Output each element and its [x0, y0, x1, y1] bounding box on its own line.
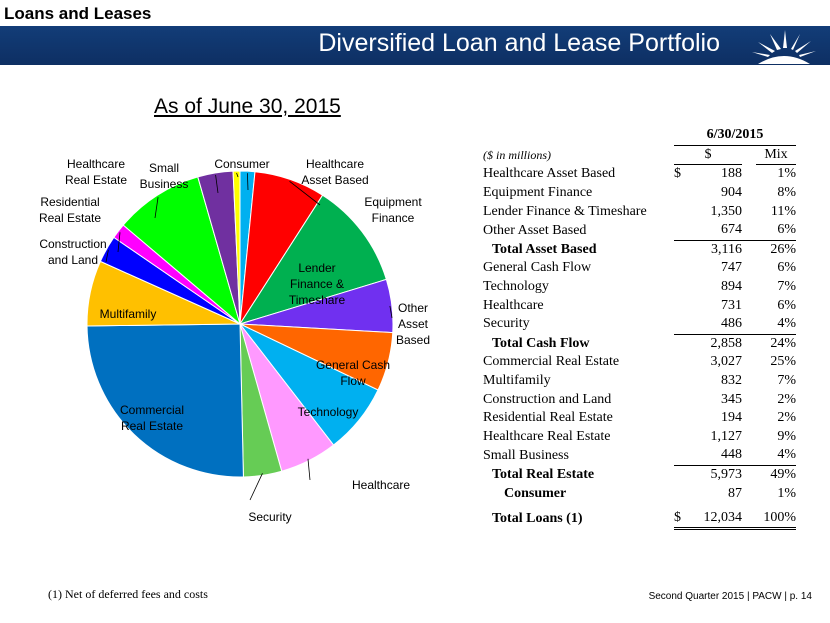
row-label: Commercial Real Estate	[483, 354, 620, 370]
row-mix: 1%	[777, 485, 796, 501]
row-amount: 3,116	[696, 240, 742, 259]
row-amount: 832	[721, 373, 742, 389]
row-label: Construction and Land	[483, 391, 612, 407]
row-mix: 100%	[756, 503, 796, 529]
row-amount: 5,973	[696, 465, 742, 484]
row-amount: 12,034	[696, 503, 742, 529]
table-row	[480, 390, 796, 409]
table-row	[480, 503, 796, 529]
currency-symbol	[674, 390, 696, 409]
as-of-date: As of June 30, 2015	[154, 95, 341, 118]
table-row	[480, 184, 796, 203]
footnote: (1) Net of deferred fees and costs	[48, 587, 208, 601]
currency-symbol	[674, 221, 696, 240]
slice-label	[301, 157, 368, 187]
slice-label-line: Consumer	[214, 157, 270, 171]
row-label: Technology	[483, 279, 549, 295]
table-row	[480, 165, 796, 184]
table-row	[480, 428, 796, 447]
row-mix: 6%	[777, 260, 796, 276]
row-amount: 345	[721, 391, 742, 407]
slice-label	[214, 157, 269, 171]
slice-label-line: Healthcare	[66, 157, 126, 171]
slice-label-line: Based	[395, 333, 431, 347]
row-amount: 3,027	[710, 354, 742, 370]
table-row	[480, 465, 796, 484]
row-label: Multifamily	[483, 373, 551, 389]
slice-label	[39, 237, 106, 267]
slice-label	[65, 157, 127, 187]
currency-symbol	[674, 296, 696, 315]
slice-label-line: Timeshare	[288, 293, 346, 307]
slice-label-line: Equipment	[364, 195, 422, 209]
slice-label-line: Healthcare	[352, 478, 411, 492]
units-note: ($ in millions)	[483, 147, 551, 162]
row-label: Healthcare	[483, 297, 544, 313]
currency-symbol: $	[674, 166, 681, 182]
row-mix: 6%	[777, 297, 796, 313]
slice-label-line: Real Estate	[64, 173, 128, 187]
row-amount: 904	[721, 185, 742, 201]
slice-label-line: Commercial	[119, 403, 185, 417]
currency-symbol	[674, 184, 696, 203]
slice-label	[140, 161, 189, 191]
table-row	[480, 353, 796, 372]
slice-label-line: Security	[248, 510, 292, 524]
row-mix: 7%	[777, 279, 796, 295]
currency-symbol	[674, 428, 696, 447]
row-mix: 9%	[777, 428, 796, 444]
slice-label-line: Finance	[371, 211, 415, 225]
slice-label-line: Real Estate	[38, 211, 102, 225]
row-amount: 1,127	[710, 428, 742, 444]
row-mix: 25%	[770, 354, 796, 370]
leader-line	[250, 473, 262, 500]
dollar-column-header: $	[674, 145, 742, 165]
row-label: Total Cash Flow	[492, 335, 590, 351]
slice-label-line: Healthcare	[305, 157, 365, 171]
row-mix: 24%	[756, 334, 796, 353]
currency-symbol	[674, 484, 696, 503]
row-amount: 1,350	[710, 203, 742, 219]
table-row	[480, 296, 796, 315]
currency-symbol	[674, 372, 696, 391]
currency-symbol	[674, 334, 696, 353]
table-row	[480, 202, 796, 221]
mix-column-header: Mix	[756, 145, 796, 165]
row-amount: 87	[728, 485, 742, 501]
table-row	[480, 240, 796, 259]
row-label: Other Asset Based	[483, 222, 587, 238]
slice-label-line: Lender	[298, 261, 336, 275]
slice-label-line: Finance &	[289, 277, 345, 291]
slice-label-line: and Land	[47, 253, 99, 267]
currency-symbol	[674, 278, 696, 297]
row-mix: 2%	[777, 391, 796, 407]
table-row	[480, 409, 796, 428]
currency-symbol	[674, 315, 696, 334]
table-row	[480, 278, 796, 297]
currency-symbol: $	[674, 503, 696, 529]
row-amount: 2,858	[696, 334, 742, 353]
title-banner: Diversified Loan and Lease Portfolio	[0, 26, 830, 65]
row-mix: 6%	[777, 222, 796, 238]
table-row	[480, 334, 796, 353]
table-date-header: 6/30/2015	[674, 126, 796, 145]
row-mix: 1%	[777, 166, 796, 182]
currency-symbol	[674, 465, 696, 484]
slice-label-line: Small	[148, 161, 180, 175]
slice-label	[248, 510, 291, 524]
table-row	[480, 446, 796, 465]
slice-label-line: Asset Based	[301, 173, 369, 187]
currency-symbol	[674, 202, 696, 221]
table-row	[480, 315, 796, 334]
slice-label	[298, 405, 359, 419]
row-label: Consumer	[504, 485, 567, 501]
table-row	[480, 372, 796, 391]
currency-symbol	[674, 240, 696, 259]
row-amount: 188	[721, 166, 742, 182]
row-amount: 674	[721, 222, 742, 238]
row-mix: 4%	[777, 316, 796, 332]
slice-label	[100, 307, 157, 321]
row-label: General Cash Flow	[483, 260, 592, 276]
slice-label	[352, 478, 410, 492]
currency-symbol	[674, 259, 696, 278]
row-amount: 747	[721, 260, 742, 276]
row-mix: 2%	[777, 410, 796, 426]
slice-label-line: Flow	[340, 374, 366, 388]
slice-label-line: Multifamily	[99, 307, 157, 321]
page-footer: Second Quarter 2015 | PACW | p. 14	[648, 591, 812, 602]
loan-portfolio-table	[480, 126, 796, 530]
row-label: Small Business	[483, 447, 569, 463]
row-label: Residential Real Estate	[483, 410, 613, 426]
table-row	[480, 221, 796, 240]
slice-label-line: Technology	[297, 405, 359, 419]
row-label: Healthcare Real Estate	[483, 428, 611, 444]
row-mix: 11%	[770, 203, 796, 219]
slice-label	[39, 195, 101, 225]
sunburst-logo-icon	[748, 26, 820, 65]
row-amount: 194	[721, 410, 742, 426]
table-row	[480, 259, 796, 278]
section-title: Loans and Leases	[4, 4, 152, 23]
row-mix: 7%	[777, 373, 796, 389]
row-amount: 894	[721, 279, 742, 295]
slice-label-line: Business	[139, 177, 189, 191]
row-label: Security	[483, 316, 530, 332]
row-label: Healthcare Asset Based	[483, 166, 616, 182]
pie-slice	[87, 324, 243, 477]
slice-label-line: Construction	[39, 237, 107, 251]
row-amount: 448	[721, 447, 742, 463]
loan-mix-pie-chart	[0, 120, 470, 540]
leader-line	[308, 459, 310, 480]
slice-label	[396, 301, 430, 347]
row-mix: 26%	[756, 240, 796, 259]
slice-label-line: Asset	[397, 317, 429, 331]
slice-label	[364, 195, 422, 225]
row-label: Total Loans (1)	[492, 510, 583, 526]
slice-label-line: General Cash	[315, 358, 391, 372]
row-amount: 731	[721, 297, 742, 313]
slice-label-line: Residential	[40, 195, 100, 209]
currency-symbol	[674, 409, 696, 428]
currency-symbol	[674, 446, 696, 465]
row-mix: 8%	[777, 185, 796, 201]
row-label: Lender Finance & Timeshare	[483, 203, 647, 219]
row-label: Total Asset Based	[492, 241, 597, 257]
currency-symbol	[674, 353, 696, 372]
slice-label-line: Other	[397, 301, 429, 315]
row-mix: 49%	[756, 465, 796, 484]
table-row	[480, 484, 796, 503]
row-label: Total Real Estate	[492, 466, 595, 482]
row-amount: 486	[721, 316, 742, 332]
row-mix: 4%	[777, 447, 796, 463]
row-label: Equipment Finance	[483, 185, 593, 201]
slice-label-line: Real Estate	[120, 419, 184, 433]
